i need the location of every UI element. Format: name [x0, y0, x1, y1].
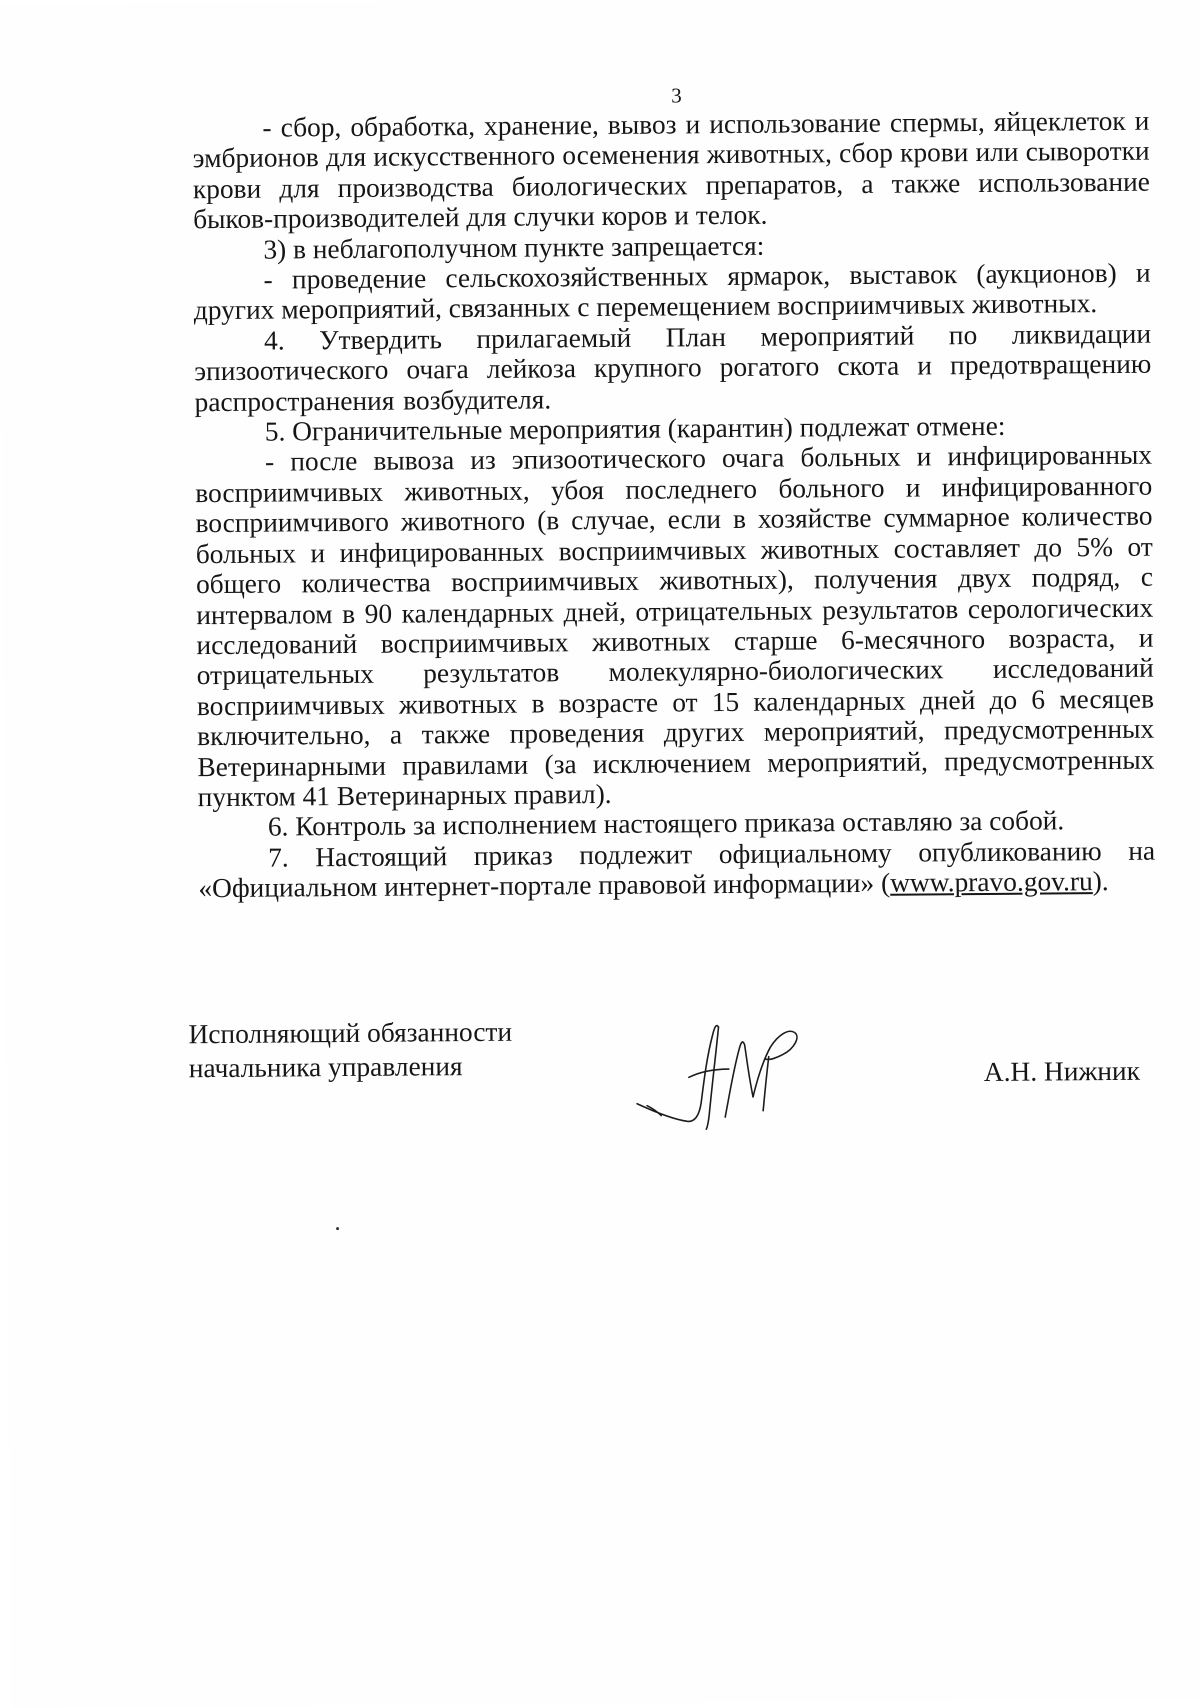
paragraph-semen-collection: - сбор, обработка, хранение, вывоз и использование спермы, яйцеклеток и эмбрионов для искусственного осеменения животных, сбор крови или сыворотки крови для производства биологических препаратов, а также использование быков-производителей для случки коров и телок. [192, 105, 1150, 235]
signer-position [188, 1015, 512, 1086]
paragraph-item-7-closing: ). [1092, 866, 1109, 897]
paragraph-item-7-text: 7. Настоящий приказ подлежит официальному опубликованию на «Официальном интернет-портале правовой информации» ( [198, 835, 1156, 904]
paragraph-item-3: 3) в неблагополучном пункте запрещается: [263, 230, 765, 265]
paragraph-item-6: 6. Контроль за исполнением настоящего приказа оставляю за собой. [267, 805, 1065, 842]
signer-position-line-2: начальника управления [188, 1051, 463, 1084]
signature-block [188, 1010, 1169, 1158]
document-body [192, 106, 1155, 904]
page-number: 3 [671, 83, 682, 108]
pravo-gov-link[interactable]: www.pravo.gov.ru [890, 866, 1093, 898]
paragraph-item-5: 5. Ограничительные мероприятия (карантин) подлежат отмене: [264, 410, 1006, 447]
scan-speck [336, 1227, 339, 1230]
signer-position-line-1: Исполняющий обязанности [188, 1016, 513, 1050]
paragraph-item-4: 4. Утвердить прилагаемый План мероприятий по ликвидации эпизоотического очага лейкоза крупного рогатого скота и предотвращению распространения возбудителя. [194, 318, 1152, 417]
paragraph-quarantine-lifting: - после вывоза из эпизоотического очага больных и инфицированных восприимчивых животных, убоя последнего больного и инфицированного восприимчивого животного (в случае, если в хозяйстве суммарное количество больных и инфицированных восприимчивых животных составляет до 5% от общего количества восприимчивых животных), получения двух подряд, с интервалом в 90 календарных дней, отрицательных результатов серологических исследований восприимчивых животных старше 6-месячного возраста, и отрицательных результатов молекулярно-биологических исследований восприимчивых животных в возрасте от 15 календарных дней до 6 месяцев включительно, а также проведения других мероприятий, предусмотренных Ветеринарными правилами (за исключением мероприятий, предусмотренных пунктом 41 Ветеринарных правил). [195, 440, 1155, 813]
paragraph-fairs-ban: - проведение сельскохозяйственных ярмарок, выставок (аукционов) и других мероприятий, связанных с перемещением восприимчивых животных. [193, 257, 1151, 326]
paragraph-item-7 [198, 835, 1155, 903]
signer-name: А.Н. Нижник [983, 1055, 1141, 1088]
handwritten-signature [628, 1006, 829, 1138]
